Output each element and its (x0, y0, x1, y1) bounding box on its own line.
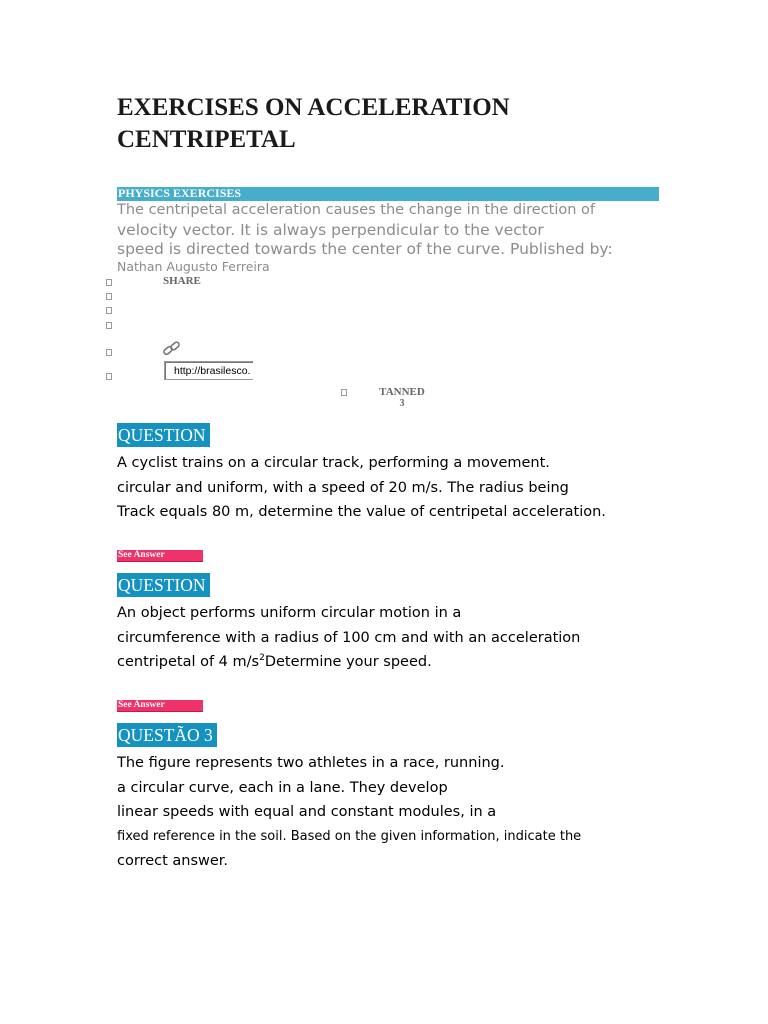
question-line: fixed reference in the soil. Based on the given information, indicate the (117, 828, 582, 844)
question-3-text (117, 753, 581, 871)
lead-line-2: velocity vector. It is always perpendicular to the vector (117, 221, 544, 239)
see-answer-label: See Answer (118, 550, 165, 560)
see-answer-button[interactable] (117, 550, 203, 561)
question-1-text (117, 453, 606, 522)
question-line-part: centripetal of 4 m/s (117, 654, 260, 670)
missing-glyph-icon[interactable] (106, 349, 112, 356)
missing-glyph-icon[interactable] (106, 373, 112, 380)
see-answer-label: See Answer (118, 700, 165, 710)
missing-glyph-icon[interactable] (341, 389, 347, 396)
category-link[interactable]: PHYSICS EXERCISES (118, 186, 242, 200)
missing-glyph-icon[interactable] (106, 279, 112, 286)
title-line-2: CENTRIPETAL (117, 126, 296, 153)
question-line: circumference with a radius of 100 cm and with an acceleration (117, 629, 581, 646)
question-badge: QUESTÃO 3 (117, 723, 217, 747)
question-badge: QUESTION (117, 573, 210, 597)
missing-glyph-icon[interactable] (106, 293, 112, 300)
superscript: 2 (259, 653, 265, 664)
question-line: a circular curve, each in a lane. They develop (117, 779, 448, 796)
title-line-1: EXERCISES ON ACCELERATION (117, 94, 510, 121)
lead-line-1: The centripetal acceleration causes the change in the direction of (117, 202, 596, 218)
lead-line-3: speed is directed towards the center of the curve. Published by: (117, 240, 613, 258)
question-2-text (117, 603, 580, 672)
question-badge: QUESTION (117, 423, 210, 447)
tanned-counter (370, 386, 434, 409)
question-line: A cyclist trains on a circular track, performing a movement. (117, 455, 550, 471)
see-answer-button[interactable] (117, 700, 203, 711)
question-line (117, 652, 580, 672)
link-icon[interactable] (162, 340, 182, 358)
missing-glyph-icon[interactable] (106, 322, 112, 329)
question-line: circular and uniform, with a speed of 20 m/s. The radius being (117, 479, 569, 496)
tanned-count: 3 (399, 398, 405, 409)
question-line-part: Determine your speed. (264, 654, 432, 670)
question-line: An object performs uniform circular motion in a (117, 605, 462, 621)
share-url-field[interactable] (164, 361, 253, 380)
share-label: SHARE (163, 275, 201, 287)
article-title (117, 92, 677, 156)
question-line: correct answer. (117, 853, 229, 869)
missing-glyph-icon[interactable] (106, 307, 112, 314)
question-line: The figure represents two athletes in a race, running. (117, 755, 505, 771)
question-line: linear speeds with equal and constant modules, in a (117, 804, 497, 820)
tanned-label: TANNED (379, 386, 425, 398)
author-name: Nathan Augusto Ferreira (117, 259, 270, 274)
question-line: Track equals 80 m, determine the value of centripetal acceleration. (117, 504, 606, 520)
